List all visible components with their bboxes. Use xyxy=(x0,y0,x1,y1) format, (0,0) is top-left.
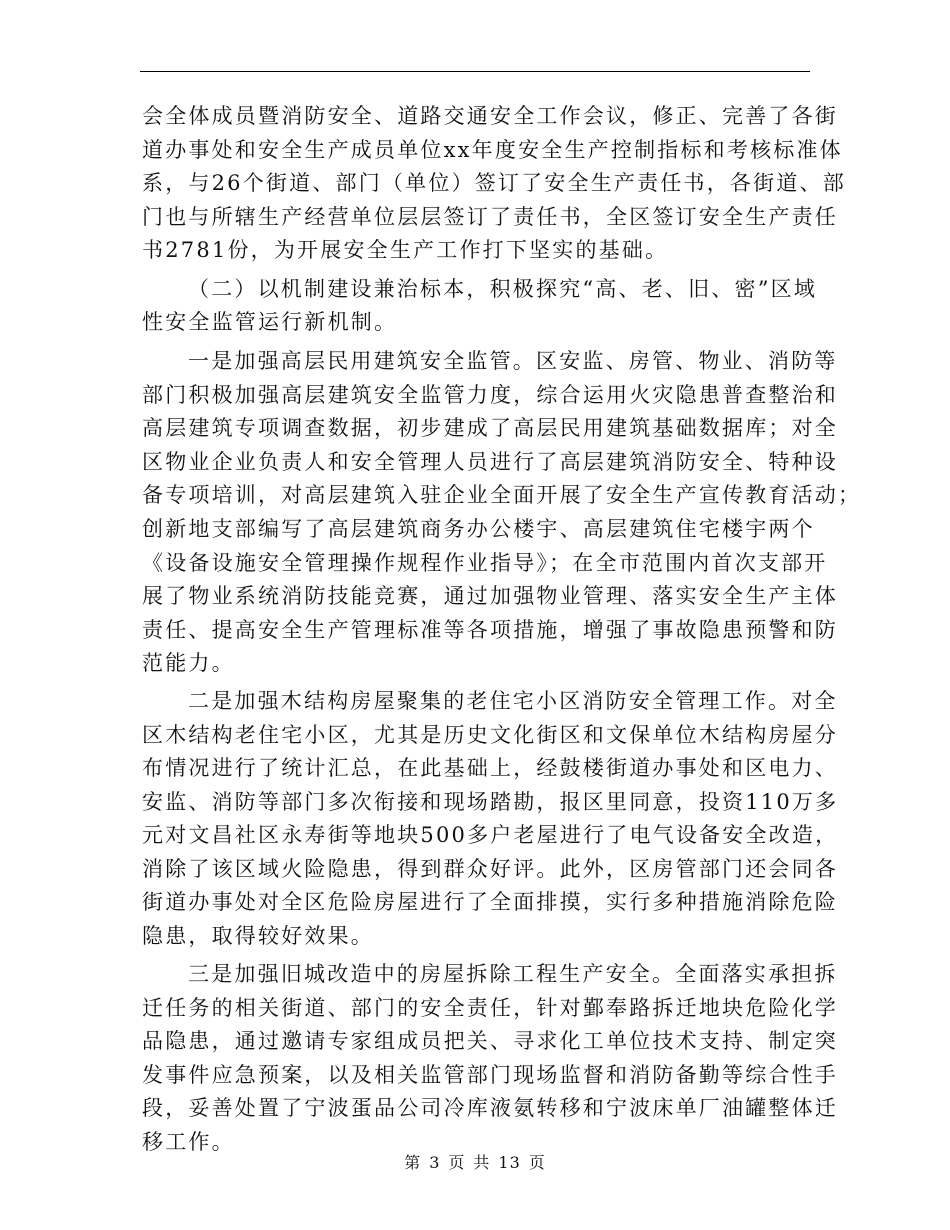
text-line: 迁任务的相关街道、部门的安全责任，针对鄞奉路拆迁地块危险化学 xyxy=(142,996,838,1020)
text-line: 备专项培训，对高层建筑入驻企业全面开展了安全生产宣传教育活动； xyxy=(142,483,862,507)
text-line: 安监、消防等部门多次衔接和现场踏勘，报区里同意，投资110万多 xyxy=(142,790,839,814)
text-line: 品隐患，通过邀请专家组成员把关、寻求化工单位技术支持、制定突 xyxy=(142,1029,838,1053)
text-line: 展了物业系统消防技能竞赛，通过加强物业管理、落实安全生产主体 xyxy=(142,584,838,608)
text-line: 元对文昌社区永寿街等地块500多户老屋进行了电气设备安全改造， xyxy=(142,823,839,847)
text-line: 《设备设施安全管理操作规程作业指导》；在全市范围内首次支部开 xyxy=(142,551,828,575)
text-line: 消除了该区域火险隐患，得到群众好评。此外，区房管部门还会同各 xyxy=(142,857,838,881)
current-page-number: 3 xyxy=(429,1153,441,1172)
page-footer xyxy=(0,1150,950,1173)
footer-suffix: 页 xyxy=(528,1153,546,1172)
text-line: 部门积极加强高层建筑安全监管力度，综合运用火灾隐患普查整治和 xyxy=(142,383,838,407)
text-line: 书2781份，为开展安全生产工作打下坚实的基础。 xyxy=(142,238,669,262)
total-pages-number: 13 xyxy=(498,1153,521,1172)
footer-prefix: 第 xyxy=(404,1153,422,1172)
text-line: 隐患，取得较好效果。 xyxy=(142,924,374,948)
text-line: 二是加强木结构房屋聚集的老住宅小区消防安全管理工作。对全 xyxy=(188,689,838,713)
text-line: 道办事处和安全生产成员单位xx年度安全生产控制指标和考核标准体 xyxy=(142,138,843,162)
text-line: 布情况进行了统计汇总，在此基础上，经鼓楼街道办事处和区电力、 xyxy=(142,756,838,780)
text-line: 会全体成员暨消防安全、道路交通安全工作会议，修正、完善了各街 xyxy=(142,104,838,128)
text-line: 段，妥善处置了宁波蛋品公司冷库液氨转移和宁波床单厂油罐整体迁 xyxy=(142,1096,838,1120)
text-line: 区木结构老住宅小区，尤其是历史文化街区和文保单位木结构房屋分 xyxy=(142,723,838,747)
header-rule xyxy=(140,71,810,72)
text-line: 区物业企业负责人和安全管理人员进行了高层建筑消防安全、特种设 xyxy=(142,450,838,474)
footer-page-word: 页 xyxy=(448,1153,466,1172)
text-line: 责任、提高安全生产管理标准等各项措施，增强了事故隐患预警和防 xyxy=(142,618,838,642)
text-line: 街道办事处对全区危险房屋进行了全面排摸，实行多种措施消除危险 xyxy=(142,890,838,914)
text-line: （二）以机制建设兼治标本，积极探究“高、老、旧、密”区域 xyxy=(188,277,818,301)
text-line: 性安全监管运行新机制。 xyxy=(142,310,398,334)
text-line: 系，与26个街道、部门（单位）签订了安全生产责任书，各街道、部 xyxy=(142,171,846,195)
text-line: 高层建筑专项调查数据，初步建成了高层民用建筑基础数据库；对全 xyxy=(142,416,838,440)
text-line: 创新地支部编写了高层建筑商务办公楼宇、高层建筑住宅楼宇两个 xyxy=(142,517,815,541)
text-line: 三是加强旧城改造中的房屋拆除工程生产安全。全面落实承担拆 xyxy=(188,962,838,986)
text-line: 范能力。 xyxy=(142,651,235,675)
footer-total-word: 共 xyxy=(473,1153,491,1172)
text-line: 移工作。 xyxy=(142,1130,235,1154)
text-line: 一是加强高层民用建筑安全监管。区安监、房管、物业、消防等 xyxy=(188,349,838,373)
text-line: 门也与所辖生产经营单位层层签订了责任书，全区签订安全生产责任 xyxy=(142,205,838,229)
text-line: 发事件应急预案，以及相关监管部门现场监督和消防备勤等综合性手 xyxy=(142,1063,838,1087)
